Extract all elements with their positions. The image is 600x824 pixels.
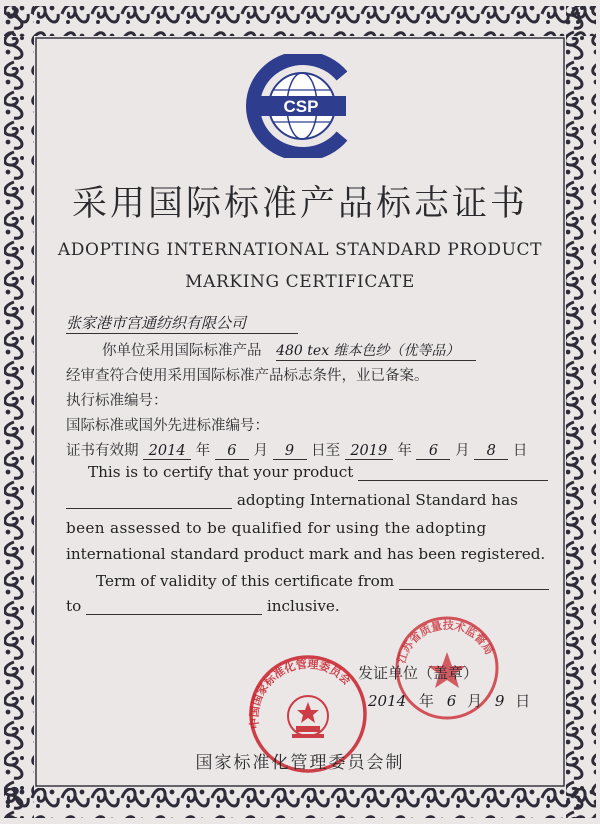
end-year: 2019 (345, 443, 393, 460)
body-en-line3: been assessed to be qualified for using the adopting (66, 519, 487, 537)
svg-text:中国国家标准化管理委员会: 中国国家标准化管理委员会 (247, 657, 354, 730)
body-en-line6: to inclusive. (66, 597, 340, 615)
title-chinese: 采用国际标准产品标志证书 (71, 184, 528, 224)
issuer-label: 发证单位（盖章） (358, 664, 479, 682)
body-en-line4: international standard product mark and has been registered. (66, 545, 546, 563)
national-emblem-icon (288, 696, 328, 738)
standard-blank (66, 494, 232, 509)
svg-text:CSP: CSP (283, 97, 319, 116)
start-year: 2014 (143, 443, 191, 460)
start-day: 9 (273, 443, 307, 460)
line1-prefix: 你单位采用国际标准产品 (102, 343, 262, 359)
body-cn-line3: 执行标准编号： (66, 393, 168, 409)
body-en-line2: adopting International Standard has (66, 491, 518, 509)
body-cn-line2: 经审查符合使用采用国际标准产品标志条件，业已备案。 (66, 368, 429, 384)
from-blank (399, 575, 549, 590)
svg-text:江苏省质量技术监督局: 江苏省质量技术监督局 (394, 618, 496, 665)
company-name: 张家港市宫通纺织有限公司 (66, 312, 298, 334)
end-day: 8 (474, 443, 508, 460)
issue-date: 2014 年 6 月 9 日 (368, 692, 531, 710)
title-english-line1: ADOPTING INTERNATIONAL STANDARD PRODUCT (57, 240, 543, 260)
validity-line: 证书有效期 2014 年 6 月 9 日至 2019 年 6 月 8 日 (66, 443, 528, 459)
product-name: 480 tex 维本色纱（优等品） (276, 340, 476, 361)
body-cn-line4: 国际标准或国外先进标准编号： (66, 418, 269, 434)
start-month: 6 (215, 443, 249, 460)
footer-issuer: 国家标准化管理委员会制 (195, 753, 405, 773)
body-en-line5: Term of validity of this certificate from (96, 572, 549, 590)
body-cn-line1 (102, 339, 476, 361)
end-month: 6 (416, 443, 450, 460)
body-en-line1: This is to certify that your product (88, 463, 548, 481)
to-blank (86, 600, 262, 615)
csp-logo (242, 54, 362, 158)
title-english-line2: MARKING CERTIFICATE (185, 272, 415, 292)
product-blank (358, 466, 548, 481)
